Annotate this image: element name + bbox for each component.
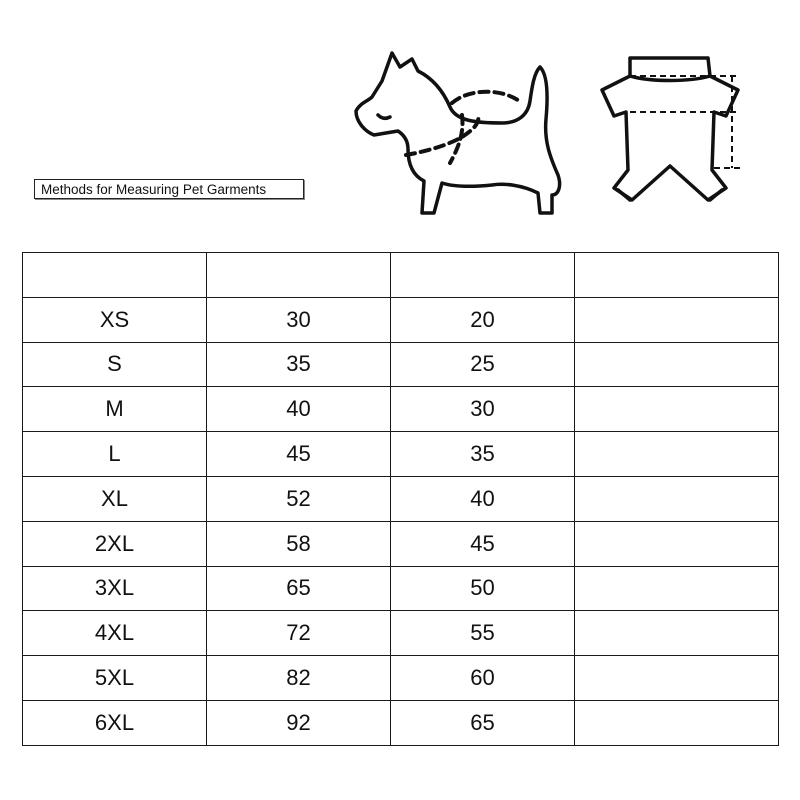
table-row	[23, 566, 779, 611]
measurement-cell: 45	[391, 521, 575, 566]
size-chart-table	[22, 252, 779, 746]
measurement-cell: 60	[391, 656, 575, 701]
measurement-cell	[575, 342, 779, 387]
measurement-cell: 82	[207, 656, 391, 701]
measurement-cell	[575, 432, 779, 477]
measurement-cell	[575, 700, 779, 745]
measuring-methods-caption: Methods for Measuring Pet Garments	[34, 179, 304, 199]
measurement-cell	[575, 566, 779, 611]
size-cell: S	[23, 342, 207, 387]
table-row	[23, 387, 779, 432]
measurement-cell: 35	[391, 432, 575, 477]
measurement-cell	[575, 297, 779, 342]
table-row	[23, 656, 779, 701]
header-cell	[575, 253, 779, 298]
measurement-cell: 25	[391, 342, 575, 387]
table-header-row	[23, 253, 779, 298]
measurement-cell	[575, 476, 779, 521]
measurement-cell: 30	[207, 297, 391, 342]
table-row	[23, 611, 779, 656]
size-cell: 4XL	[23, 611, 207, 656]
measurement-cell: 20	[391, 297, 575, 342]
measurement-cell: 92	[207, 700, 391, 745]
table-row	[23, 297, 779, 342]
table-row	[23, 476, 779, 521]
measurement-cell: 52	[207, 476, 391, 521]
dog-measurement-illustration	[352, 45, 570, 223]
size-cell: 6XL	[23, 700, 207, 745]
size-cell: XL	[23, 476, 207, 521]
measurement-cell: 65	[391, 700, 575, 745]
size-cell: 5XL	[23, 656, 207, 701]
table-row	[23, 521, 779, 566]
measurement-cell: 50	[391, 566, 575, 611]
table-row	[23, 432, 779, 477]
measurement-cell	[575, 611, 779, 656]
measurement-cell: 72	[207, 611, 391, 656]
measurement-cell: 65	[207, 566, 391, 611]
size-cell: 3XL	[23, 566, 207, 611]
size-cell: M	[23, 387, 207, 432]
measurement-cell: 35	[207, 342, 391, 387]
measurement-cell: 40	[391, 476, 575, 521]
pet-garment-measurement-illustration	[590, 50, 750, 215]
header-cell	[207, 253, 391, 298]
header-cell	[23, 253, 207, 298]
measurement-cell: 30	[391, 387, 575, 432]
table-row	[23, 700, 779, 745]
measurement-cell	[575, 656, 779, 701]
measurement-cell: 40	[207, 387, 391, 432]
measurement-cell: 45	[207, 432, 391, 477]
size-cell: XS	[23, 297, 207, 342]
size-cell: 2XL	[23, 521, 207, 566]
size-cell: L	[23, 432, 207, 477]
measurement-cell	[575, 521, 779, 566]
header-cell	[391, 253, 575, 298]
measurement-cell	[575, 387, 779, 432]
table-row	[23, 342, 779, 387]
measurement-cell: 55	[391, 611, 575, 656]
measurement-cell: 58	[207, 521, 391, 566]
